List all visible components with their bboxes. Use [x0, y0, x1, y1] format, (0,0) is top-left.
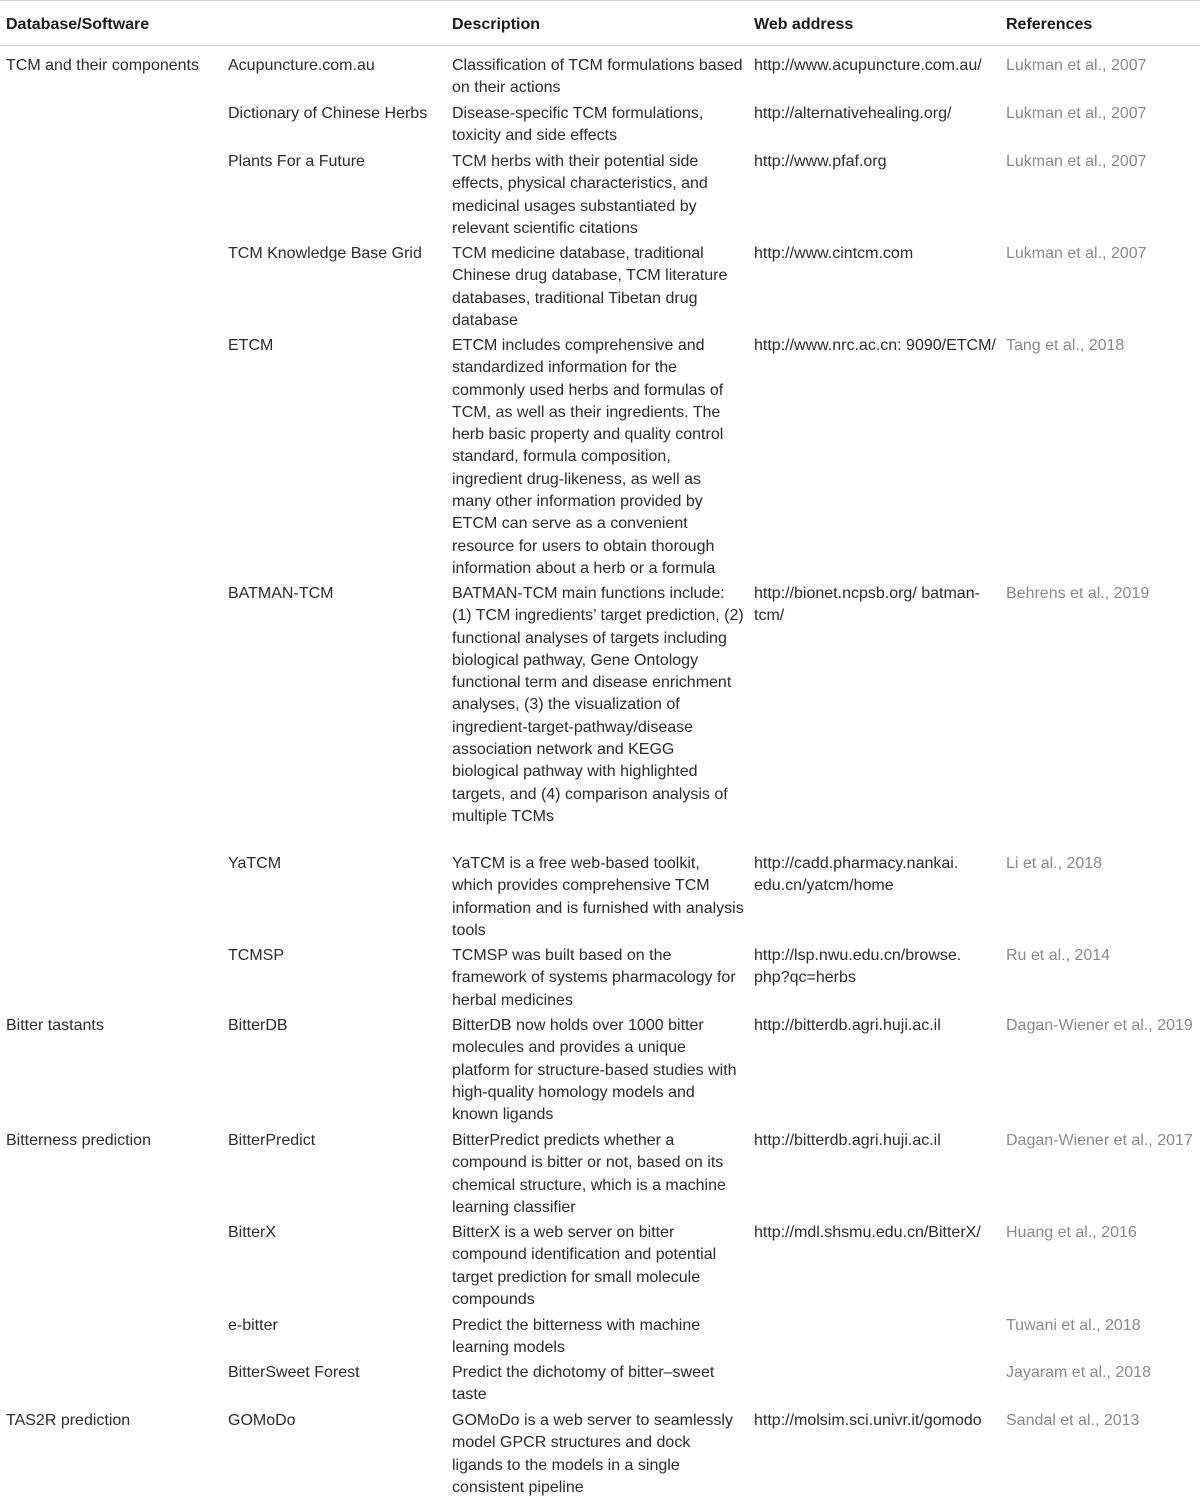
web-address-link[interactable]: http://cadd.pharmacy.nankai. edu.cn/yatcm/home	[754, 855, 959, 895]
description-cell: Predict the bitterness with machine learning models	[452, 1317, 701, 1357]
description-cell: YaTCM is a free web-based toolkit, which provides comprehensive TCM information and is furnished with analysis tools	[452, 855, 744, 939]
name-cell: BATMAN-TCM	[228, 585, 334, 602]
header-database-software: Database/Software	[6, 16, 150, 33]
description-cell: TCM medicine database, traditional Chinese drug database, TCM literature databases, traditional Tibetan drug database	[452, 245, 728, 329]
name-cell: Acupuncture.com.au	[228, 57, 375, 74]
reference-cell[interactable]: Tang et al., 2018	[1006, 337, 1125, 354]
category-cell: Bitterness prediction	[6, 1132, 151, 1149]
name-cell: Dictionary of Chinese Herbs	[228, 105, 428, 122]
web-address-link[interactable]: http://bitterdb.agri.huji.ac.il	[754, 1132, 941, 1149]
name-cell: BitterPredict	[228, 1132, 316, 1149]
description-cell: BitterPredict predicts whether a compound is bitter or not, based on its chemical structure, which is a machine learning classifier	[452, 1132, 726, 1216]
web-address-link[interactable]: http://mdl.shsmu.edu.cn/BitterX/	[754, 1224, 981, 1241]
web-address-link[interactable]: http://bionet.ncpsb.org/ batman-tcm/	[754, 585, 980, 625]
name-cell: ETCM	[228, 337, 274, 354]
web-address-link[interactable]: http://bitterdb.agri.huji.ac.il	[754, 1017, 941, 1034]
name-cell: BitterSweet Forest	[228, 1364, 360, 1381]
description-cell: Disease-specific TCM formulations, toxicity and side effects	[452, 105, 704, 145]
web-address-link[interactable]: http://lsp.nwu.edu.cn/browse. php?qc=herbs	[754, 947, 962, 987]
name-cell: TCM Knowledge Base Grid	[228, 245, 422, 262]
reference-cell[interactable]: Lukman et al., 2007	[1006, 153, 1147, 170]
web-address-link[interactable]: http://molsim.sci.univr.it/gomodo	[754, 1412, 982, 1429]
reference-cell[interactable]: Ru et al., 2014	[1006, 947, 1111, 964]
name-cell: Plants For a Future	[228, 153, 365, 170]
description-cell: TCM herbs with their potential side effects, physical characteristics, and medicinal usages substantiated by relevant scientific citations	[452, 153, 708, 237]
web-address-link[interactable]: http://alternativehealing.org/	[754, 105, 952, 122]
description-cell: TCMSP was built based on the framework of systems pharmacology for herbal medicines	[452, 947, 736, 1009]
reference-cell[interactable]: Lukman et al., 2007	[1006, 105, 1147, 122]
web-address-link[interactable]: http://www.acupuncture.com.au/	[754, 57, 982, 74]
name-cell: BitterX	[228, 1224, 277, 1241]
reference-cell[interactable]: Huang et al., 2016	[1006, 1224, 1137, 1241]
category-cell: TAS2R prediction	[6, 1412, 131, 1429]
reference-cell[interactable]: Dagan-Wiener et al., 2019	[1006, 1017, 1193, 1034]
reference-cell[interactable]: Lukman et al., 2007	[1006, 57, 1147, 74]
reference-cell[interactable]: Tuwani et al., 2018	[1006, 1317, 1141, 1334]
reference-cell[interactable]: Lukman et al., 2007	[1006, 245, 1147, 262]
description-cell: BATMAN-TCM main functions include: (1) TCM ingredients’ target prediction, (2) functional analyses of targets including biological pathway, Gene Ontology functional term and disease enrichment analyses, (3) the visualization of ingredient-target-pathway/disease association network and KEGG biological pathway with highlighted targets, and (4) comparison analysis of multiple TCMs	[452, 585, 744, 825]
category-cell: TCM and their components	[6, 57, 199, 74]
description-cell: BitterDB now holds over 1000 bitter molecules and provides a unique platform for structure-based studies with high-quality homology models and known ligands	[452, 1017, 737, 1124]
description-cell: BitterX is a web server on bitter compound identification and potential target prediction for small molecule compounds	[452, 1224, 717, 1308]
reference-cell[interactable]: Dagan-Wiener et al., 2017	[1006, 1132, 1193, 1149]
web-address-link[interactable]: http://www.pfaf.org	[754, 153, 887, 170]
header-description: Description	[452, 16, 541, 33]
reference-cell[interactable]: Li et al., 2018	[1006, 855, 1103, 872]
description-cell: GOMoDo is a web server to seamlessly model GPCR structures and dock ligands to the models in a single consistent pipeline	[452, 1412, 733, 1496]
description-cell: ETCM includes comprehensive and standardized information for the commonly used herbs and formulas of TCM, as well as their ingredients. The herb basic property and quality control standard, formula composition, ingredient drug-likeness, as well as many other information provided by ETCM can serve as a convenient resource for users to obtain thorough information about a herb or a formula	[452, 337, 724, 577]
description-cell: Predict the dichotomy of bitter–sweet taste	[452, 1364, 715, 1404]
reference-cell[interactable]: Behrens et al., 2019	[1006, 585, 1150, 602]
web-address-link[interactable]: http://www.cintcm.com	[754, 245, 914, 262]
name-cell: BitterDB	[228, 1017, 288, 1034]
header-references: References	[1006, 16, 1093, 33]
name-cell: YaTCM	[228, 855, 282, 872]
name-cell: e-bitter	[228, 1317, 278, 1334]
name-cell: TCMSP	[228, 947, 284, 964]
reference-cell[interactable]: Sandal et al., 2013	[1006, 1412, 1140, 1429]
web-address-link[interactable]: http://www.nrc.ac.cn: 9090/ETCM/	[754, 337, 996, 354]
category-cell: Bitter tastants	[6, 1017, 104, 1034]
table-header	[0, 0, 1200, 46]
reference-cell[interactable]: Jayaram et al., 2018	[1006, 1364, 1151, 1381]
description-cell: Classification of TCM formulations based on their actions	[452, 57, 743, 97]
name-cell: GOMoDo	[228, 1412, 296, 1429]
header-web-address: Web address	[754, 16, 854, 33]
